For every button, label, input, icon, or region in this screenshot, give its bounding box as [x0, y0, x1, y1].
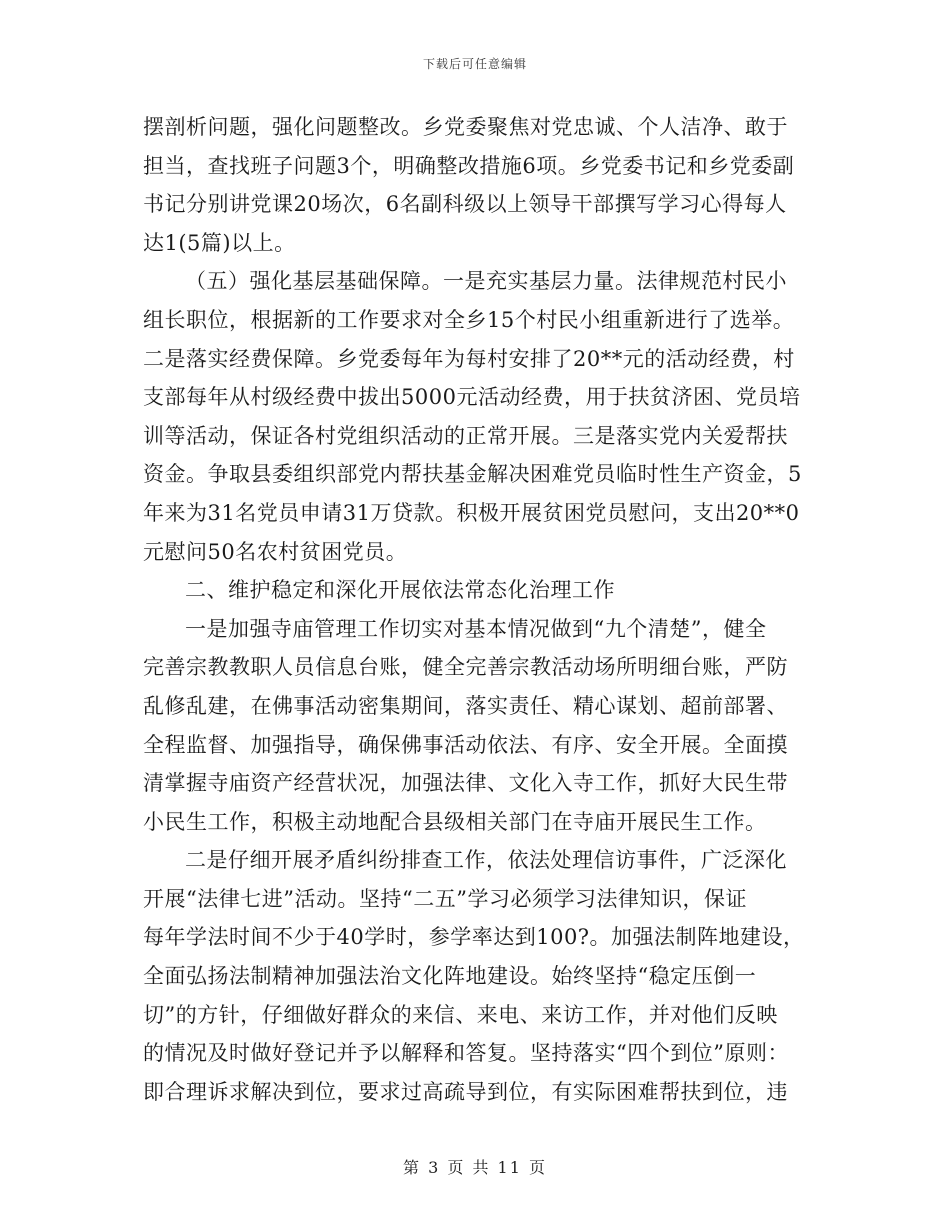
text-line: 训等活动，保证各村党组织活动的正常开展。三是落实党内关爱帮扶: [143, 423, 788, 448]
text-line: 全面弘扬法制精神加强法治文化阵地建设。始终坚持“稳定压倒一: [143, 964, 757, 989]
document-body: [143, 108, 815, 1111]
text-line: 二是仔细开展矛盾纠纷排查工作，依法处理信访事件，广泛深化: [185, 848, 787, 873]
text-line: 二是落实经费保障。乡党委每年为每村安排了20**元的活动经费，村: [143, 346, 795, 371]
text-line: 全程监督、加强指导，确保佛事活动依法、有序、安全开展。全面摸: [143, 732, 788, 757]
text-line: 每年学法时间不少于40学时，参学率达到100?。加强法制阵地建设，: [143, 925, 805, 950]
text-line: 完善宗教教职人员信息台账，健全完善宗教活动场所明细台账，严防: [143, 655, 788, 680]
text-line: 清掌握寺庙资产经营状况，加强法律、文化入寺工作，抓好大民生带: [143, 771, 788, 796]
text-line: 资金。争取县委组织部党内帮扶基金解决困难党员临时性生产资金，5: [143, 462, 802, 487]
text-line: （五）强化基层基础保障。一是充实基层力量。法律规范村民小: [185, 269, 787, 294]
text-line: 达1(5篇)以上。: [143, 230, 296, 255]
text-line: 摆剖析问题，强化问题整改。乡党委聚焦对党忠诚、个人洁净、敢于: [143, 115, 788, 139]
text-line: 年来为31名党员申请31万贷款。积极开展贫困党员慰问，支出20**0: [143, 500, 800, 525]
text-line: 一是加强寺庙管理工作切实对基本情况做到“九个清楚”，健全: [185, 616, 767, 641]
text-line: 即合理诉求解决到位，要求过高疏导到位，有实际困难帮扶到位，违: [143, 1079, 788, 1104]
text-line: 支部每年从村级经费中拔出5000元活动经费，用于扶贫济困、党员培: [143, 385, 801, 410]
text-line: 担当，查找班子问题3个，明确整改措施6项。乡党委书记和乡党委副: [143, 153, 795, 178]
text-line: 的情况及时做好登记并予以解释和答复。坚持落实“四个到位”原则：: [143, 1041, 789, 1066]
page-footer: 第 3 页 共 11 页: [403, 1158, 547, 1177]
text-line: 小民生工作，积极主动地配合县级相关部门在寺庙开展民生工作。: [143, 809, 767, 834]
page-header: 下载后可任意编辑: [422, 57, 527, 71]
text-line: 元慰问50名农村贫困党员。: [143, 539, 408, 564]
text-line: 乱修乱建，在佛事活动密集期间，落实责任、精心谋划、超前部署、: [143, 693, 788, 718]
text-line: 开展“法律七进”活动。坚持“二五”学习必须学习法律知识，保证: [143, 886, 747, 911]
section-heading: 二、维护稳定和深化开展依法常态化治理工作: [185, 578, 615, 603]
text-line: 组长职位，根据新的工作要求对全乡15个村民小组重新进行了选举。: [143, 307, 795, 332]
text-line: 书记分别讲党课20场次，6名副科级以上领导干部撰写学习心得每人: [143, 192, 787, 217]
text-line: 切”的方针，仔细做好群众的来信、来电、来访工作，并对他们反映: [143, 1002, 778, 1027]
